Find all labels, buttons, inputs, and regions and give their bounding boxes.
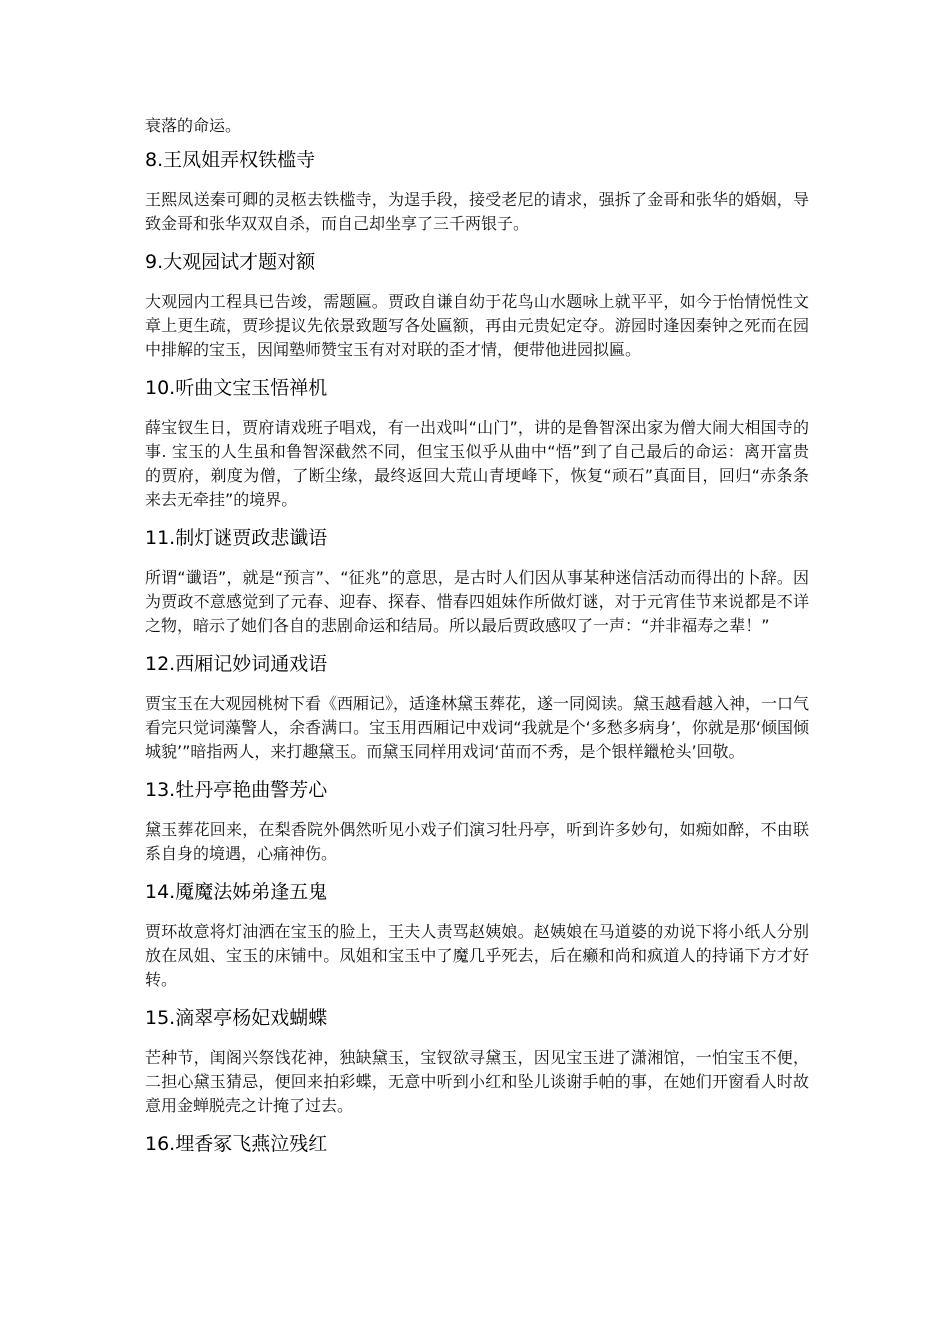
section-heading: 15.滴翠亭杨妃戏蝴蝶 [145, 1007, 328, 1029]
section-16 [145, 1130, 809, 1158]
section-paragraph: 黛玉葬花回来，在梨香院外偶然听见小戏子们演习牡丹亭，听到许多妙句，如痴如醉，不由联系自身的境遇，心痛神伤。 [145, 820, 809, 863]
section-heading: 10.听曲文宝玉悟禅机 [145, 377, 328, 399]
section-heading: 11.制灯谜贾政悲谶语 [145, 527, 328, 549]
section-paragraph: 贾宝玉在大观园桃树下看《西厢记》，适逢林黛玉葬花，遂一同阅读。黛玉越看越入神，一口气看完只觉词藻警人，余香满口。宝玉用西厢记中戏词“我就是个‘多愁多病身’，你就是那‘倾国倾城貌’”暗指两人，来打趣黛玉。而黛玉同样用戏词‘苗而不秀，是个银样鑞枪头’回敬。 [145, 694, 810, 761]
section-14 [145, 878, 809, 992]
section-heading: 13.牡丹亭艳曲警芳心 [145, 779, 328, 801]
section-paragraph: 芒种节，闺阁兴祭饯花神，独缺黛玉，宝钗欲寻黛玉，因见宝玉进了潇湘馆，一怕宝玉不便，二担心黛玉猜忌，便回来拍彩蝶，无意中听到小红和坠儿谈谢手帕的事，在她们开窗看人时故意用金蝉脱壳之计掩了过去。 [145, 1048, 809, 1115]
section-8 [145, 146, 809, 236]
section-15 [145, 1004, 809, 1118]
section-heading: 14.魇魔法姊弟逢五鬼 [145, 881, 328, 903]
section-heading: 16.埋香冢飞燕泣残红 [145, 1133, 328, 1155]
section-paragraph: 大观园内工程具已告竣，需题匾。贾政自谦自幼于花鸟山水题咏上就平平，如今于怡情悦性文章上更生疏，贾珍提议先依景致题写各处匾额，再由元贵妃定夺。游园时逢因秦钟之死而在园中排解的宝玉，因闻塾师赞宝玉有对对联的歪才情，便带他进园拟匾。 [145, 292, 809, 359]
section-paragraph: 王熙凤送秦可卿的灵柩去铁槛寺，为逞手段，接受老尼的请求，强拆了金哥和张华的婚姻，导致金哥和张华双双自杀，而自己却坐享了三千两银子。 [145, 190, 809, 233]
section-heading: 8.王凤姐弄权铁槛寺 [145, 149, 316, 171]
section-9 [145, 248, 809, 362]
section-heading: 9.大观园试才题对额 [145, 251, 316, 273]
section-paragraph: 所谓“谶语”，就是“预言”、“征兆”的意思，是古时人们因从事某种迷信活动而得出的卜辞。因为贾政不意感觉到了元春、迎春、探春、惜春四姐妹作所做灯谜，对于元宵佳节来说都是不详之物，暗示了她们各自的悲剧命运和结局。所以最后贾政感叹了一声：“并非福寿之辈！” [145, 568, 809, 635]
section-13 [145, 776, 809, 866]
section-11 [145, 524, 809, 638]
document-page [145, 114, 809, 1172]
section-paragraph: 薛宝钗生日，贾府请戏班子唱戏，有一出戏叫“山门”，讲的是鲁智深出家为僧大闹大相国寺的事. 宝玉的人生虽和鲁智深截然不同，但宝玉似乎从曲中“悟”到了自己最后的命运：离开富贵的贾府，剃度为僧，了断尘缘，最终返回大荒山青埂峰下，恢复“顽石”真面目，回归“赤条条来去无牵挂”的境界。 [145, 418, 809, 509]
section-paragraph: 贾环故意将灯油洒在宝玉的脸上，王夫人责骂赵姨娘。赵姨娘在马道婆的劝说下将小纸人分别放在凤姐、宝玉的床铺中。凤姐和宝玉中了魔几乎死去，后在癞和尚和疯道人的持诵下方才好转。 [145, 922, 809, 989]
section-heading: 12.西厢记妙词通戏语 [145, 653, 328, 675]
lead-paragraph: 衰落的命运。 [145, 116, 242, 135]
section-10 [145, 374, 809, 512]
section-12 [145, 650, 809, 764]
